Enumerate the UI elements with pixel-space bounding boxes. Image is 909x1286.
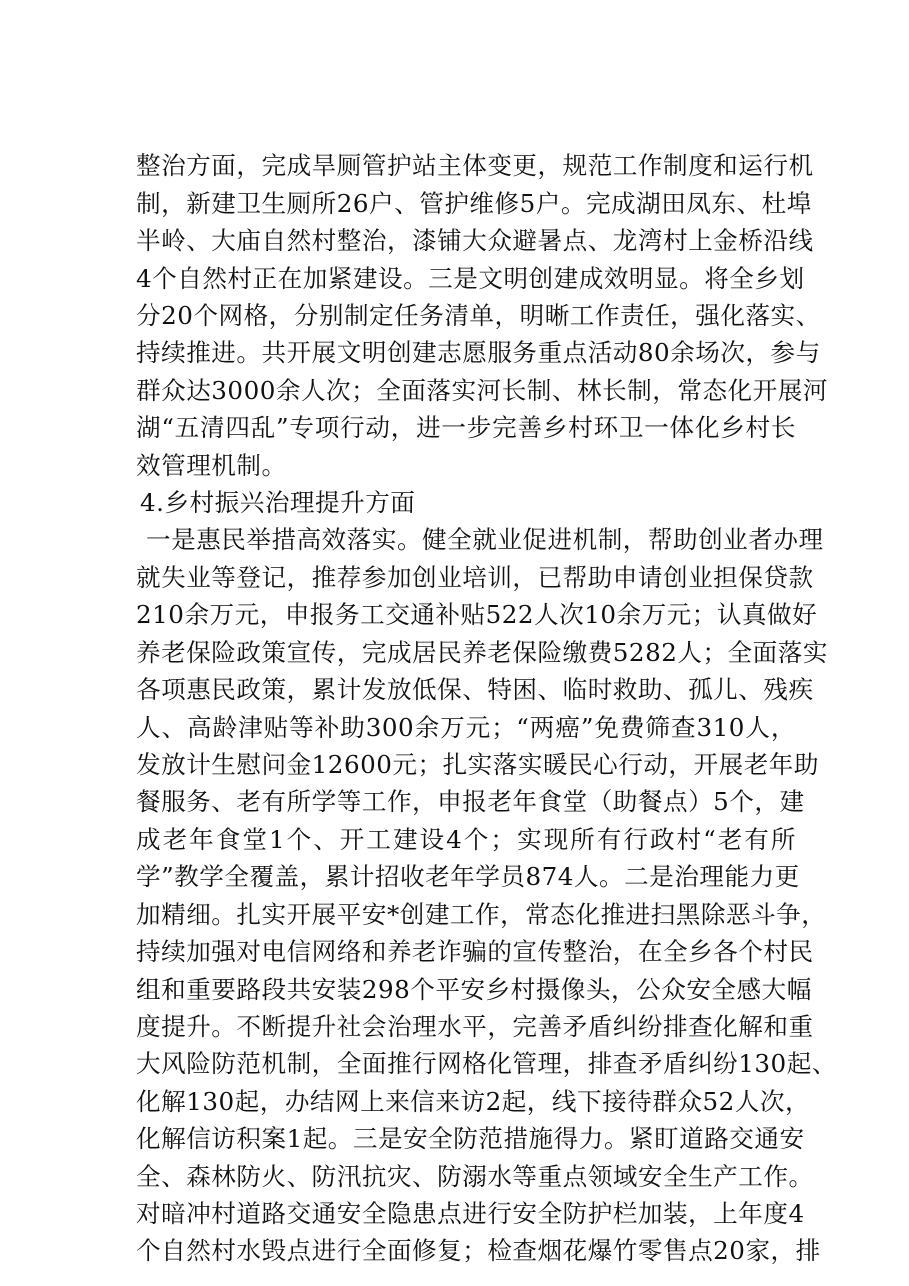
text-line-17: 发放计生慰问金12600元；扎实落实暖民心行动，开展老年助 bbox=[136, 750, 819, 779]
text-line-5: 分20个网格，分别制定任务清单，明晰工作责任，强化落实、 bbox=[136, 301, 821, 330]
text-line-14: 养老保险政策宣传，完成居民养老保险缴费5282人；全面落实 bbox=[136, 638, 828, 667]
text-line-24: 度提升。不断提升社会治理水平，完善矛盾纠纷排查化解和重 bbox=[136, 1012, 814, 1041]
text-line-28: 全、森林防火、防汛抗灾、防溺水等重点领域安全生产工作。 bbox=[136, 1162, 814, 1191]
text-line-4: 4个自然村正在加紧建设。三是文明创建成效明显。将全乡划 bbox=[136, 264, 805, 293]
text-line-2: 制，新建卫生厕所26户、管护维修5户。完成湖田凤东、杜埠 bbox=[136, 189, 812, 218]
text-line-18: 餐服务、老有所学等工作，申报老年食堂（助餐点）5个，建 bbox=[136, 787, 805, 816]
text-line-9: 效管理机制。 bbox=[136, 451, 287, 480]
text-line-1: 整治方面，完成旱厕管护站主体变更，规范工作制度和运行机 bbox=[136, 151, 814, 180]
text-line-7: 群众达3000余人次；全面落实河长制、林长制，常态化开展河 bbox=[136, 376, 828, 405]
text-line-27: 化解信访积案1起。三是安全防范措施得力。紧盯道路交通安 bbox=[136, 1124, 805, 1153]
text-line-23: 组和重要路段共安装298个平安乡村摄像头，公众安全感大幅 bbox=[136, 975, 812, 1004]
text-line-21: 加精细。扎实开展平安*创建工作，常态化推进扫黑除恶斗争， bbox=[136, 900, 827, 929]
text-line-6: 持续推进。共开展文明创建志愿服务重点活动80余场次，参与 bbox=[136, 338, 821, 367]
text-line-8: 湖“五清四乱”专项行动，进一步完善乡村环卫一体化乡村长 bbox=[136, 413, 796, 442]
section-heading: 4.乡村振兴治理提升方面 bbox=[140, 488, 416, 517]
text-line-3: 半岭、大庙自然村整治，漆铺大众避暑点、龙湾村上金桥沿线 bbox=[136, 226, 814, 255]
text-line-30: 个自然村水毁点进行全面修复；检查烟花爆竹零售点20家，排 bbox=[136, 1236, 821, 1265]
text-line-26: 化解130起，办结网上来信来访2起，线下接待群众52人次， bbox=[136, 1087, 811, 1116]
text-line-13: 210余万元，申报务工交通补贴522人次10余万元；认真做好 bbox=[136, 600, 818, 629]
text-line-11: 一是惠民举措高效落实。健全就业促进机制，帮助创业者办理 bbox=[146, 525, 824, 554]
text-line-22: 持续加强对电信网络和养老诈骗的宣传整治，在全乡各个村民 bbox=[136, 937, 814, 966]
text-line-16: 人、高龄津贴等补助300余万元；“两癌”免费筛查310人， bbox=[136, 713, 796, 742]
text-line-19: 成老年食堂1个、开工建设4个；实现所有行政村“老有所 bbox=[136, 825, 796, 854]
text-line-15: 各项惠民政策，累计发放低保、特困、临时救助、孤儿、残疾 bbox=[136, 675, 814, 704]
text-line-12: 就失业等登记，推荐参加创业培训，已帮助申请创业担保贷款 bbox=[136, 563, 814, 592]
text-line-25: 大风险防范机制，全面推行网格化管理，排查矛盾纠纷130起、 bbox=[136, 1049, 837, 1078]
text-line-29: 对暗冲村道路交通安全隐患点进行安全防护栏加装，上年度4 bbox=[136, 1199, 805, 1228]
text-line-20: 学”教学全覆盖，累计招收老年学员874人。二是治理能力更 bbox=[136, 862, 800, 891]
